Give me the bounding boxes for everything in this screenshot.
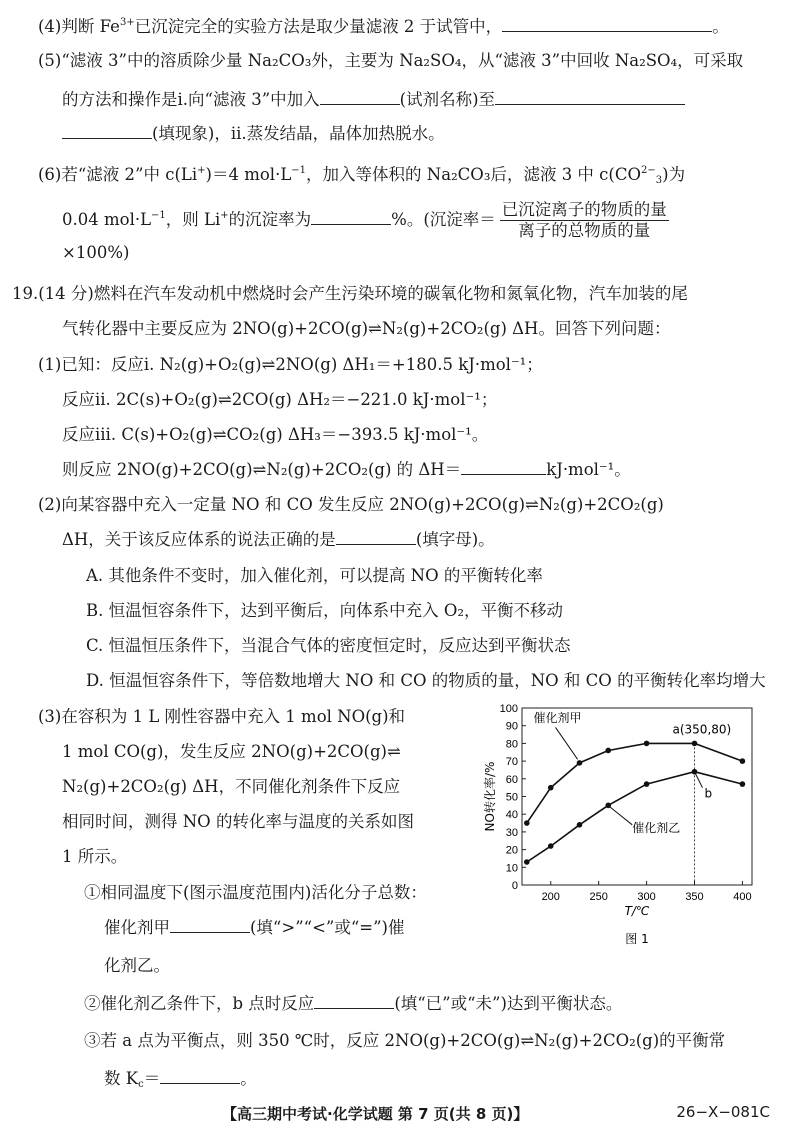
q4-answer-blank[interactable]	[502, 16, 712, 32]
q19-p1-line2: 反应ⅱ. 2C(s)+O₂(g)⇌2CO(g) ΔH₂＝−221.0 kJ·mol⁻¹；	[62, 390, 498, 409]
option-b: B. 恒温恒容条件下，达到平衡后，向体系中充入 O₂，平衡不移动	[86, 601, 564, 620]
q19-p1-line4a: 则反应 2NO(g)+2CO(g)⇌N₂(g)+2CO₂(g) 的 ΔH＝	[62, 460, 462, 479]
data-point	[524, 820, 530, 826]
q19-line1: 19.(14 分)燃料在汽车发动机中燃烧时会产生污染环境的碳氧化物和氮氧化物，汽车加装的尾	[12, 284, 688, 303]
q19-s3-sub: c	[138, 1079, 144, 1090]
y-tick-label: 50	[505, 791, 518, 804]
q5-phenomenon-blank[interactable]	[495, 89, 685, 105]
figure-1-chart	[480, 700, 790, 950]
q5-line2a: 的方法和操作是ⅰ.向“滤液 3”中加入	[62, 90, 320, 109]
q19-s2a: ②催化剂乙条件下，b 点时反应	[84, 994, 315, 1013]
series-leader-1	[556, 727, 578, 759]
q5-line1: (5)“滤液 3”中的溶质除少量 Na₂CO₃外，主要为 Na₂SO₄，从“滤液 3”中回收 Na₂SO₄，可采取	[38, 51, 744, 70]
q19-s1-line3: 化剂乙。	[104, 956, 170, 975]
data-point	[577, 822, 583, 828]
q6-line2	[62, 194, 669, 242]
data-point	[605, 748, 611, 754]
x-tick-label: 300	[637, 891, 656, 903]
precipitation-rate-fraction	[500, 200, 669, 241]
q19-p1-line3: 反应ⅲ. C(s)+O₂(g)⇌CO₂(g) ΔH₃＝−393.5 kJ·mol⁻¹。	[62, 425, 489, 444]
q5-line3	[62, 123, 445, 145]
q19-s1-line2b: (填“>”“<”或“=”)催	[250, 918, 405, 937]
q19-s3-line2	[104, 1068, 257, 1096]
data-point	[740, 781, 746, 787]
q6-line2c: 的沉淀率为	[228, 210, 312, 229]
q6-li-sup: +	[197, 165, 206, 176]
q19-p2-line2b: (填字母)。	[415, 530, 495, 549]
option-a: A. 其他条件不变时，加入催化剂，可以提高 NO 的平衡转化率	[86, 566, 543, 585]
q6-co3-sub: 3	[655, 175, 663, 186]
q19-p2-line1: (2)向某容器中充入一定量 NO 和 CO 发生反应 2NO(g)+2CO(g)⇌N₂(g)+2CO₂(g)	[38, 495, 664, 514]
y-tick-label: 10	[505, 862, 518, 875]
x-tick-label: 400	[733, 891, 752, 903]
q19-dh-blank[interactable]	[461, 459, 546, 475]
data-point	[644, 741, 650, 747]
q6-co3-sup: 2−	[641, 165, 656, 176]
y-tick-label: 100	[499, 703, 518, 715]
y-tick-label: 20	[505, 844, 518, 857]
x-tick-label: 250	[589, 891, 608, 903]
q19-choice-blank[interactable]	[336, 529, 416, 545]
y-tick-label: 30	[505, 826, 518, 839]
y-tick-label: 80	[505, 738, 518, 751]
q19-s2-line	[84, 993, 622, 1015]
series-line-1	[527, 743, 743, 823]
q6-line1a: (6)若“滤液 2”中 c(Li	[38, 165, 198, 184]
q19-p2-line2a: ΔH，关于该反应体系的说法正确的是	[62, 530, 336, 549]
option-c: C. 恒温恒压条件下，当混合气体的密度恒定时，反应达到平衡状态	[86, 636, 571, 655]
data-point	[577, 760, 583, 766]
q19-p1-line4b: kJ·mol⁻¹。	[546, 460, 631, 479]
q6-unit-sup: −1	[291, 165, 307, 176]
q5-line3-text: (填现象)，ⅱ.蒸发结晶，晶体加热脱水。	[152, 124, 445, 143]
data-point	[740, 758, 746, 764]
q6-line2b: ，则 Li	[165, 210, 221, 229]
y-tick-label: 90	[505, 720, 518, 733]
q19-line2: 气转化器中主要反应为 2NO(g)+2CO(g)⇌N₂(g)+2CO₂(g) ΔH。回答下列问题：	[62, 319, 671, 338]
q4-line	[38, 12, 729, 38]
annotation-a: a(350,80)	[672, 722, 732, 737]
q5-phenomenon-blank-cont[interactable]	[62, 123, 152, 139]
q5-line2	[62, 89, 685, 111]
series-leader-2	[610, 807, 632, 825]
q19-s1-line2	[104, 917, 404, 939]
data-point	[548, 785, 554, 791]
q19-s3-l2a: 数 K	[104, 1069, 139, 1088]
data-point	[524, 859, 530, 865]
q5-reagent-blank[interactable]	[320, 89, 400, 105]
q6-line2a: 0.04 mol·L	[62, 210, 152, 229]
y-tick-label: 40	[505, 809, 518, 822]
q19-s3-line1: ③若 a 点为平衡点，则 350 ℃时，反应 2NO(g)+2CO(g)⇌N₂(g)+2CO₂(g)的平衡常	[84, 1031, 726, 1050]
fraction-denominator: 离子的总物质的量	[518, 221, 651, 240]
q19-s3-l2b: ＝	[143, 1069, 161, 1088]
q4-sup: 3+	[119, 17, 135, 28]
y-tick-label: 70	[505, 756, 518, 769]
q6-line1	[38, 160, 685, 192]
data-point	[644, 781, 650, 787]
option-d: D. 恒温恒容条件下，等倍数地增大 NO 和 CO 的物质的量，NO 和 CO 的平衡转化率均增大	[86, 671, 766, 690]
fraction-numerator: 已沉淀离子的物质的量	[501, 200, 667, 219]
q19-p2-line2	[62, 529, 495, 551]
q6-line3: ×100%)	[62, 243, 130, 262]
q19-compare-blank[interactable]	[170, 917, 250, 933]
series-label-2: 催化剂乙	[632, 820, 681, 835]
x-axis-label: T/℃	[624, 904, 650, 918]
footer-title: 【高三期中考试·化学试题 第 7 页(共 8 页)】	[222, 1105, 529, 1123]
q19-p3-line5: 1 所示。	[62, 847, 128, 866]
data-point	[548, 843, 554, 849]
q19-p3-line2: 1 mol CO(g)，发生反应 2NO(g)+2CO(g)⇌	[62, 742, 401, 761]
series-label-1: 催化剂甲	[533, 711, 582, 726]
q19-s1-line1: ①相同温度下(图示温度范围内)活化分子总数：	[84, 883, 427, 902]
q5-line2b: (试剂名称)至	[399, 90, 496, 109]
annotation-b: b	[704, 786, 713, 801]
q19-s2b: (填“已”或“未”)达到平衡状态。	[394, 994, 623, 1013]
q4-text: 已沉淀完全的实验方法是取少量滤液 2 于试管中，	[134, 17, 503, 36]
q6-line2d: %。(沉淀率＝	[391, 210, 496, 229]
q6-unit-sup-2: −1	[151, 210, 166, 221]
q19-equilibrium-blank[interactable]	[314, 993, 394, 1009]
q19-kc-blank[interactable]	[160, 1068, 240, 1084]
q6-line1b: )＝4 mol·L	[205, 165, 292, 184]
q19-p3-line4: 相同时间，测得 NO 的转化率与温度的关系如图	[62, 812, 414, 831]
q19-p3-line3: N₂(g)+2CO₂(g) ΔH，不同催化剂条件下反应	[62, 777, 401, 796]
q19-s3-end: 。	[240, 1069, 257, 1088]
q19-p3-line1: (3)在容积为 1 L 刚性容器中充入 1 mol NO(g)和	[38, 707, 406, 726]
y-tick-label: 0	[511, 880, 518, 892]
q6-line1d: )为	[662, 165, 686, 184]
q6-li-sup-2: +	[220, 210, 229, 221]
chart-axes	[482, 703, 752, 946]
q6-line1c: ，加入等体积的 Na₂CO₃后，滤液 3 中 c(CO	[306, 165, 642, 184]
q4-prefix: (4)判断 Fe	[38, 17, 120, 36]
x-tick-label: 350	[685, 891, 704, 903]
y-axis-label: NO转化率/%	[483, 761, 497, 832]
series-line-2	[527, 772, 743, 862]
x-tick-label: 200	[541, 891, 560, 903]
q19-p1-line4	[62, 459, 631, 481]
q4-end: 。	[712, 17, 729, 36]
q6-answer-blank[interactable]	[311, 209, 391, 225]
q19-p1-line1: (1)已知：反应ⅰ. N₂(g)+O₂(g)⇌2NO(g) ΔH₁＝+180.5 kJ·mol⁻¹；	[38, 355, 543, 374]
figure-caption: 图 1	[625, 932, 649, 946]
q19-s1-line2a: 催化剂甲	[104, 918, 170, 937]
y-tick-label: 60	[505, 773, 518, 786]
footer-code: 26−X−081C	[676, 1103, 770, 1121]
